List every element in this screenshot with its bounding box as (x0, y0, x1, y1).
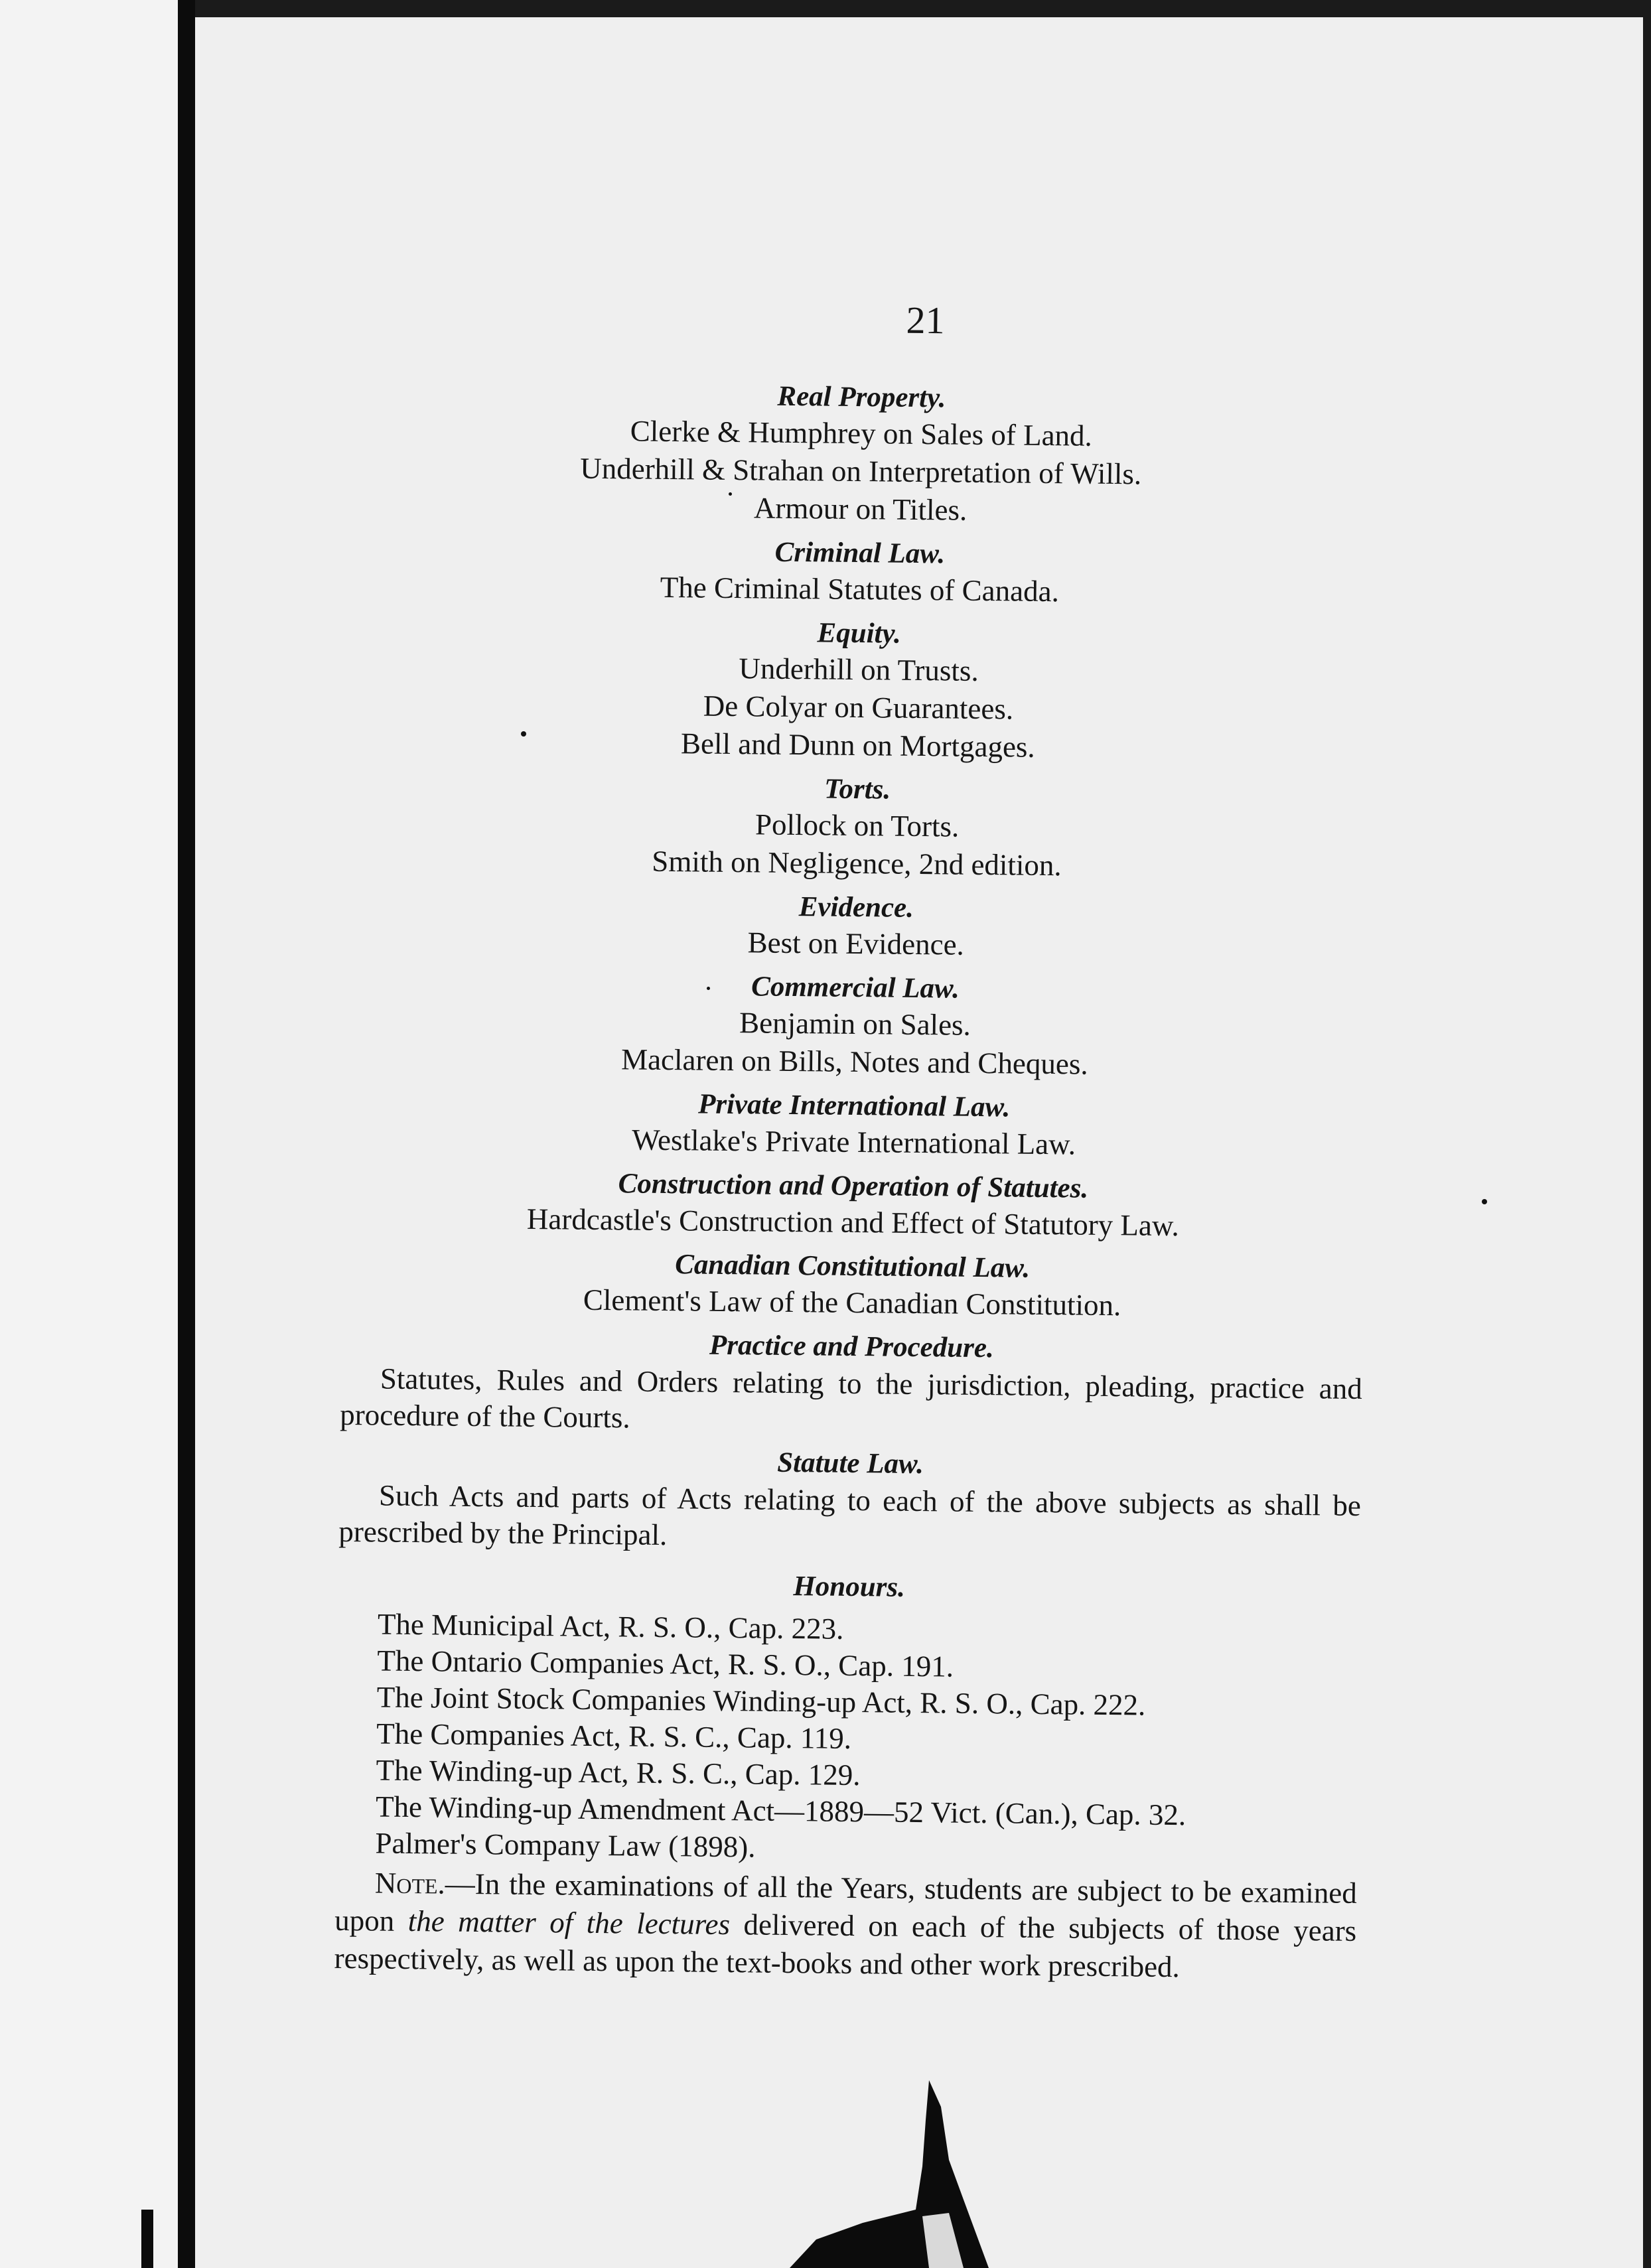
honours-entry: The Ontario Companies Act, R. S. O., Cap. 191. (377, 1644, 954, 1683)
note-label: Note. (374, 1866, 446, 1900)
textbook-entry: Westlake's Private International Law. (631, 1123, 1076, 1161)
textbook-entry: Underhill & Strahan on Interpretation of Wills. (580, 451, 1142, 491)
course-section (346, 767, 1369, 888)
page-number: 21 (906, 298, 945, 342)
section-heading: Construction and Operation of Statutes. (618, 1168, 1089, 1204)
note-emphasis: the matter of the lectures (407, 1904, 731, 1942)
textbook-entry: Maclaren on Bills, Notes and Cheques. (620, 1042, 1088, 1081)
facing-page-margin (0, 0, 178, 2268)
page-text (334, 292, 1374, 1988)
course-section (347, 611, 1370, 770)
course-section (341, 1244, 1364, 1327)
textbook-entry: Hardcastle's Construction and Effect of Statutory Law. (526, 1202, 1180, 1243)
section-heading: Private International Law. (697, 1088, 1011, 1123)
honours-section (335, 1565, 1360, 1872)
textbook-entry: Benjamin on Sales. (739, 1006, 971, 1042)
honours-entry: The Winding-up Act, R. S. C., Cap. 129. (376, 1753, 861, 1792)
course-section (344, 885, 1367, 968)
section-heading: Criminal Law. (774, 536, 946, 570)
honours-list (375, 1606, 1360, 1872)
section-heading: Torts. (824, 773, 891, 806)
course-sections (338, 375, 1372, 1561)
section-heading: Statute Law. (777, 1447, 924, 1480)
textbook-entry: Bell and Dunn on Mortgages. (680, 727, 1035, 764)
textbook-entry: Armour on Titles. (753, 491, 968, 527)
textbook-entry: Underhill on Trusts. (739, 652, 979, 687)
course-section (338, 1441, 1362, 1561)
textbook-entry: The Criminal Statutes of Canada. (660, 570, 1060, 608)
section-heading: Canadian Constitutional Law. (674, 1249, 1031, 1284)
scan-top-edge (195, 0, 1651, 17)
course-section (342, 1084, 1365, 1167)
course-section (342, 1164, 1364, 1247)
course-section (349, 375, 1372, 533)
section-heading: Equity. (817, 617, 902, 650)
note-text: —In the examinations of all the Years, students are subject to be examined upon (334, 1867, 1358, 1938)
section-heading: Real Property. (777, 380, 946, 414)
course-section (340, 1324, 1363, 1444)
honours-entry: The Municipal Act, R. S. O., Cap. 223. (377, 1607, 844, 1646)
textbook-entry: Clerke & Humphrey on Sales of Land. (630, 414, 1093, 453)
book-spine-shadow (178, 0, 195, 2268)
torn-paper-corner (790, 2080, 1015, 2268)
scan-right-edge (1643, 0, 1651, 2268)
honours-entry: Palmer's Company Law (1898). (375, 1826, 756, 1864)
honours-entry: The Companies Act, R. S. C., Cap. 119. (376, 1717, 852, 1756)
section-paragraph: Such Acts and parts of Acts relating to each of the above subjects as shall be prescribed by the Principal. (338, 1478, 1362, 1552)
textbook-entry: Best on Evidence. (747, 926, 965, 961)
honours-entry: The Joint Stock Companies Winding-up Act, R. S. O., Cap. 222. (376, 1680, 1146, 1722)
section-heading: Honours. (793, 1571, 906, 1603)
textbook-entry: Clement's Law of the Canadian Constitution. (583, 1283, 1121, 1322)
note-text: delivered on each of the subjects of those years respectively, as well as upon the text-books and other work prescribed. (334, 1908, 1357, 1984)
ink-speck (1482, 1199, 1487, 1204)
honours-entry: The Winding-up Amendment Act—1889—52 Vict. (Can.), Cap. 32. (375, 1790, 1186, 1832)
course-section (348, 531, 1371, 614)
textbook-entry: De Colyar on Guarantees. (703, 689, 1014, 726)
section-paragraph: Statutes, Rules and Orders relating to the jurisdiction, pleading, practice and procedure of the Courts. (340, 1362, 1363, 1435)
note-paragraph (334, 1864, 1357, 1988)
spine-edge (141, 2210, 153, 2268)
textbook-entry: Smith on Negligence, 2nd edition. (652, 844, 1062, 883)
section-heading: Evidence. (798, 891, 914, 924)
course-section (344, 965, 1367, 1086)
textbook-entry: Pollock on Torts. (754, 808, 960, 843)
section-heading: Practice and Procedure. (709, 1329, 994, 1364)
section-heading: Commercial Law. (751, 971, 960, 1005)
